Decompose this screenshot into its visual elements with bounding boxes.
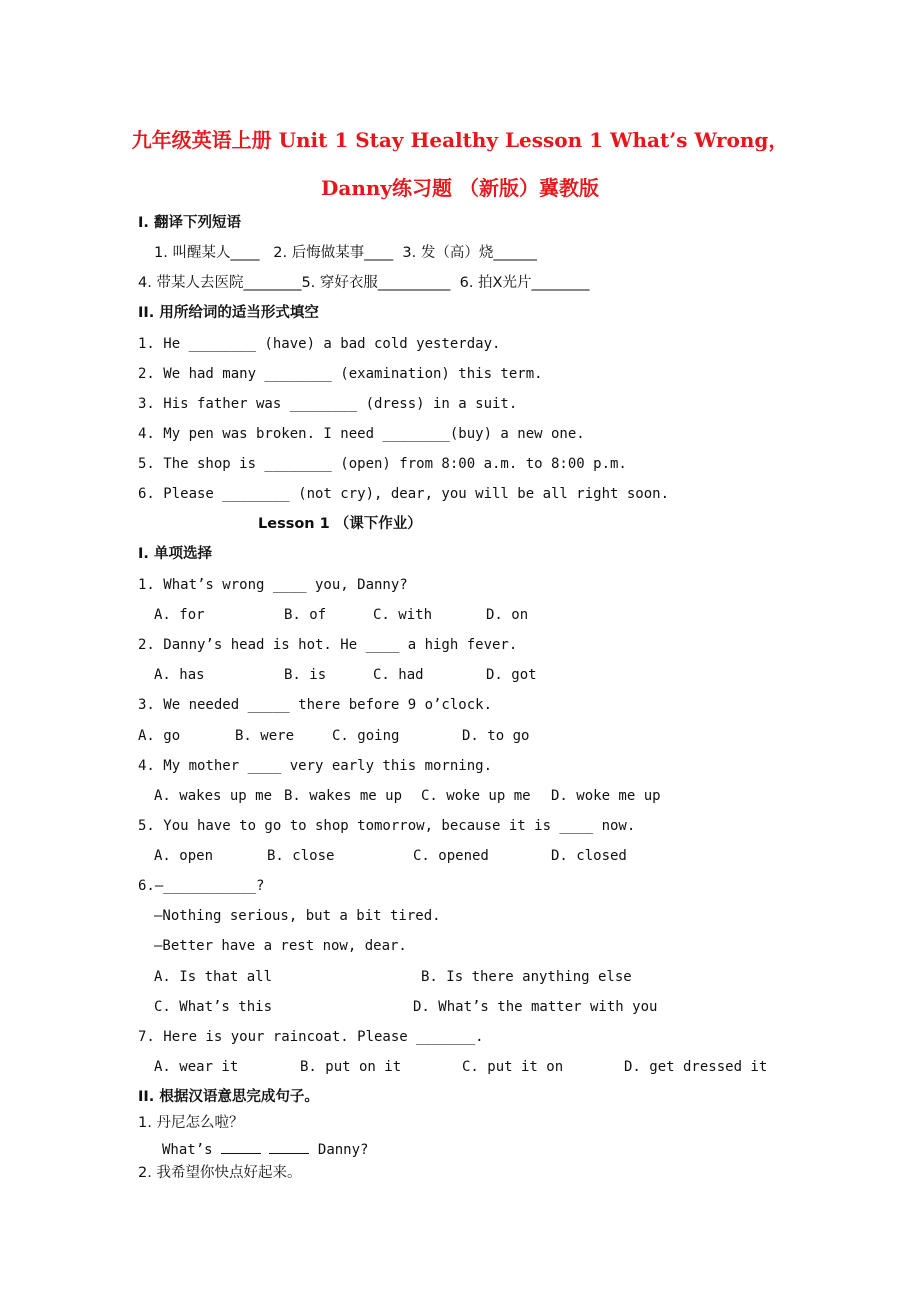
mc-q1-option-c: C. with — [373, 607, 433, 623]
mc-q6-option-a: A. Is that all — [154, 969, 273, 985]
title-line-1: 九年级英语上册 Unit 1 Stay Healthy Lesson 1 What’s Wrong， — [131, 128, 789, 152]
sentence-1-english — [162, 1139, 368, 1159]
mc-question-4: 4. My mother ____ very early this morning. — [138, 758, 493, 774]
mc-q2-option-c: C. had — [373, 667, 424, 683]
lesson-title: Lesson 1 （课下作业） — [258, 516, 422, 532]
mc-q7-option-a: A. wear it — [154, 1059, 239, 1075]
mc-q4-option-b: B. wakes me up — [284, 788, 403, 804]
sentence-1-prefix: What’s — [162, 1142, 213, 1158]
mc-q2-option-b: B. is — [284, 667, 327, 683]
sentence-1-chinese: 1. 丹尼怎么啦？ — [138, 1115, 244, 1131]
title-line-2: Danny练习题 （新版）冀教版 — [321, 176, 599, 200]
section-3-heading: I. 单项选择 — [138, 546, 212, 562]
mc-q3-option-b: B. were — [235, 728, 295, 744]
fill-item-1: 1. He ________ (have) a bad cold yesterday. — [138, 336, 501, 352]
mc-q7-option-b: B. put on it — [300, 1059, 402, 1075]
mc-q2-option-a: A. has — [154, 667, 205, 683]
mc-q4-option-d: D. woke me up — [551, 788, 661, 804]
answer-blank-2[interactable] — [269, 1139, 309, 1154]
mc-q3-option-d: D. to go — [462, 728, 530, 744]
mc-q6-dialogue-2: —Nothing serious, but a bit tired. — [154, 908, 441, 924]
mc-question-3: 3. We needed _____ there before 9 o’clock. — [138, 697, 493, 713]
mc-q5-option-b: B. close — [267, 848, 335, 864]
mc-q6-option-b: B. Is there anything else — [421, 969, 632, 985]
mc-q5-option-a: A. open — [154, 848, 214, 864]
mc-q7-option-d: D. get dressed it — [624, 1059, 768, 1075]
mc-q3-option-a: A. go — [138, 728, 181, 744]
fill-item-3: 3. His father was ________ (dress) in a suit. — [138, 396, 518, 412]
mc-q1-option-a: A. for — [154, 607, 205, 623]
mc-question-7: 7. Here is your raincoat. Please _______. — [138, 1029, 484, 1045]
fill-item-6: 6. Please ________ (not cry), dear, you will be all right soon. — [138, 486, 670, 502]
mc-q5-option-c: C. opened — [413, 848, 489, 864]
mc-question-6: 6.—___________? — [138, 878, 265, 894]
mc-q7-option-c: C. put it on — [462, 1059, 564, 1075]
mc-question-2: 2. Danny’s head is hot. He ____ a high fever. — [138, 637, 518, 653]
mc-q5-option-d: D. closed — [551, 848, 627, 864]
sentence-2-chinese: 2. 我希望你快点好起来。 — [138, 1165, 302, 1181]
mc-q1-option-b: B. of — [284, 607, 327, 623]
mc-q6-option-d: D. What’s the matter with you — [413, 999, 658, 1015]
mc-q4-option-a: A. wakes up me — [154, 788, 273, 804]
mc-q4-option-c: C. woke up me — [421, 788, 531, 804]
fill-item-4: 4. My pen was broken. I need ________(buy) a new one. — [138, 426, 585, 442]
section-4-heading: II. 根据汉语意思完成句子。 — [138, 1089, 319, 1105]
mc-question-5: 5. You have to go to shop tomorrow, because it is ____ now. — [138, 818, 636, 834]
mc-q1-option-d: D. on — [486, 607, 529, 623]
section-1-heading: I. 翻译下列短语 — [138, 215, 241, 231]
fill-item-2: 2. We had many ________ (examination) this term. — [138, 366, 543, 382]
answer-blank-1[interactable] — [221, 1139, 261, 1154]
mc-q6-option-c: C. What’s this — [154, 999, 273, 1015]
phrase-row-1: 1. 叫醒某人____ 2. 后悔做某事____ 3. 发（高）烧______ — [154, 245, 537, 261]
mc-q2-option-d: D. got — [486, 667, 537, 683]
sentence-1-suffix: Danny? — [317, 1142, 369, 1158]
section-2-heading: II. 用所给词的适当形式填空 — [138, 305, 319, 321]
phrase-row-2: 4. 带某人去医院________5. 穿好衣服__________ 6. 拍X光片________ — [138, 275, 590, 291]
mc-question-1: 1. What’s wrong ____ you, Danny? — [138, 577, 408, 593]
fill-item-5: 5. The shop is ________ (open) from 8:00 a.m. to 8:00 p.m. — [138, 456, 627, 472]
mc-q3-option-c: C. going — [332, 728, 400, 744]
mc-q6-dialogue-3: —Better have a rest now, dear. — [154, 938, 407, 954]
